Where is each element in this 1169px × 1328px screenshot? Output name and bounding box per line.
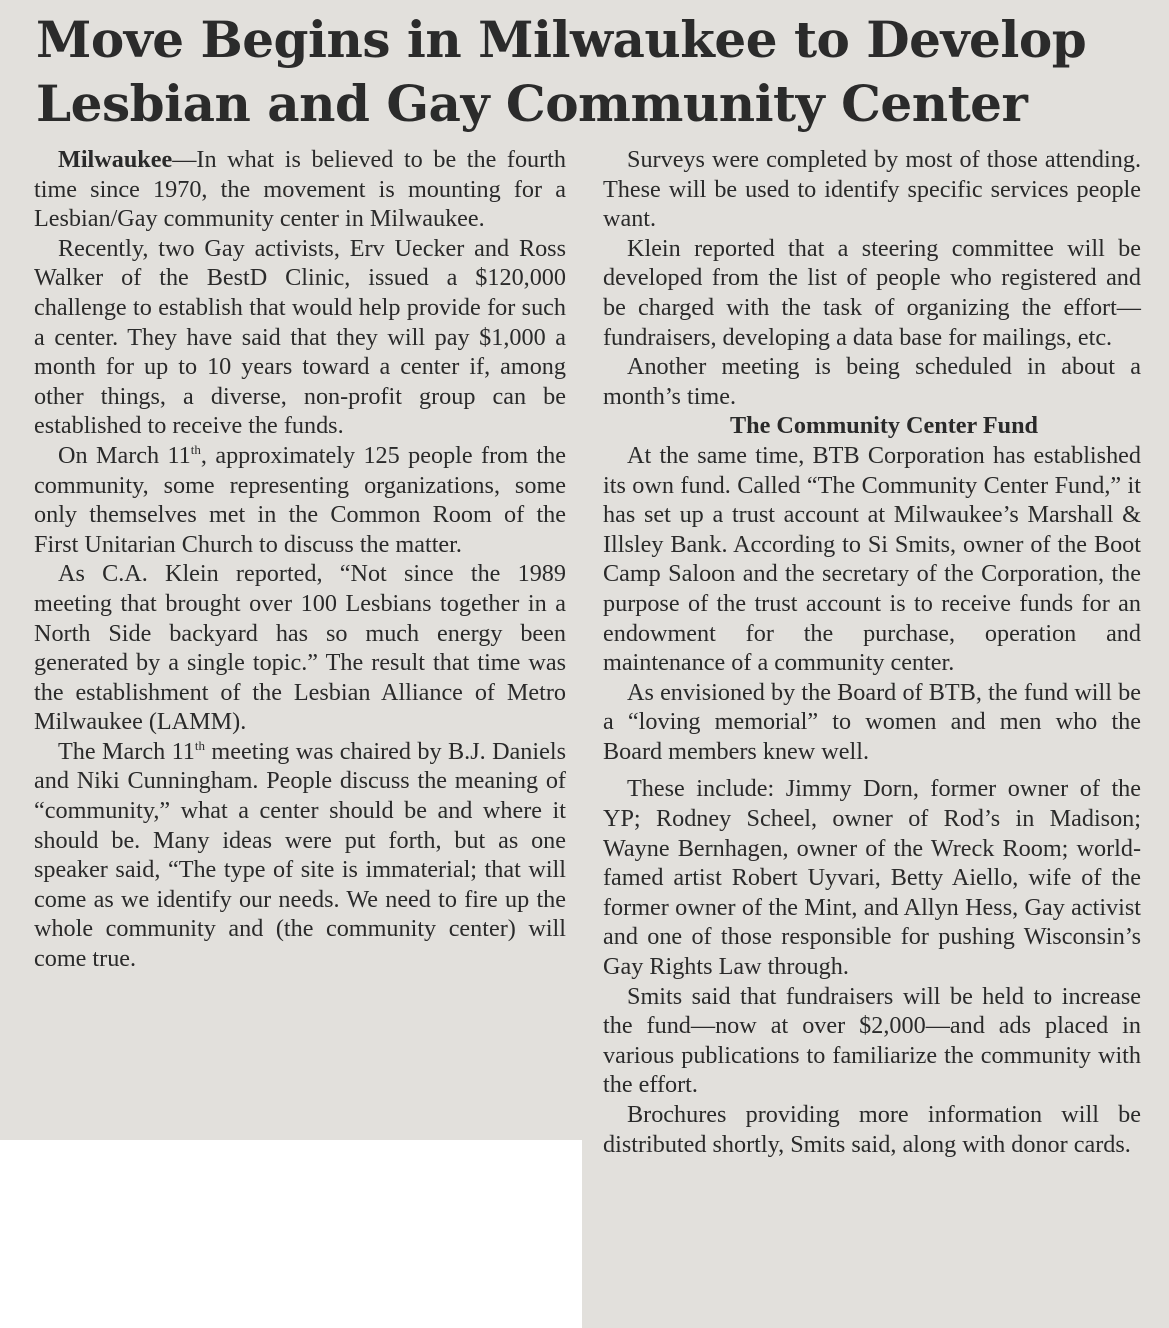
paragraph-11: These include: Jimmy Dorn, former owner of the YP; Rodney Scheel, owner of Rod’s in Madison; Wayne Bernhagen, owner of the Wreck Room; world-famed artist Robert Uyvari, Betty Aiello, wife of the former owner of the Mint, and Allyn Hess, Gay activist and one of those responsible for pushing Wisconsin’s Gay Rights Law through.: [603, 775, 1141, 981]
subheading: The Community Center Fund: [730, 412, 1038, 440]
ordinal-suffix: th: [190, 441, 201, 457]
article-column-left: [34, 145, 566, 974]
newsprint-clipping-lower-right: [582, 1140, 1169, 1328]
paragraph-10: As envisioned by the Board of BTB, the fund will be a “loving memorial” to women and men who the Board members knew well.: [603, 678, 1141, 765]
ordinal-suffix: th: [194, 737, 205, 753]
headline-line-1: Move Begins in Milwaukee to Develop: [36, 10, 1087, 69]
paragraph-6: Surveys were completed by most of those attending. These will be used to identify specific services people want.: [603, 146, 1141, 233]
paragraph-12: Smits said that fundraisers will be held to increase the fund—now at over $2,000—and ads placed in various publications to familiarize the community with the effort.: [603, 982, 1141, 1099]
paragraph-7: Klein reported that a steering committee will be developed from the list of people who registered and be charged with the task of organizing the effort—fundraisers, developing a data base for mailings, etc.: [603, 234, 1141, 351]
paragraph-5-text-a: The March 11: [58, 737, 195, 765]
column-gap: [603, 766, 1141, 774]
article-column-right: [603, 145, 1141, 1159]
paragraph-4: As C.A. Klein reported, “Not since the 1989 meeting that brought over 100 Lesbians together in a North Side backyard has so much energy been generated by a single topic.” The result that time was the establishment of the Lesbian Alliance of Metro Milwaukee (LAMM).: [34, 560, 566, 736]
dateline: Milwaukee: [58, 146, 173, 173]
paragraph-8: Another meeting is being scheduled in about a month’s time.: [603, 353, 1141, 410]
paragraph-3-text-b: , approximately 125 people from the community, some representing organizations, some only themselves met in the Common Room of the First Unitarian Church to discuss the matter.: [34, 441, 566, 558]
paragraph-1: [34, 145, 566, 234]
paragraph-9: At the same time, BTB Corporation has established its own fund. Called “The Community Center Fund,” it has set up a trust account at Milwaukee’s Marshall & Illsley Bank. According to Si Smits, owner of the Boot Camp Saloon and the secretary of the Corporation, the purpose of the trust account is to receive funds for an endowment for the purchase, operation and maintenance of a community center.: [603, 441, 1141, 677]
paragraph-1-text: —In what is believed to be the fourth time since 1970, the movement is mounting for a Lesbian/Gay community center in Milwaukee.: [34, 146, 566, 233]
paragraph-3: [34, 441, 566, 559]
paragraph-13: Brochures providing more information will be distributed shortly, Smits said, along with donor cards.: [603, 1101, 1141, 1158]
paragraph-2: Recently, two Gay activists, Erv Uecker and Ross Walker of the BestD Clinic, issued a $120,000 challenge to establish that would help provide for such a center. They have said that they will pay $1,000 a month for up to 10 years toward a center if, among other things, a diverse, non-profit group can be established to receive the funds.: [34, 234, 566, 440]
paragraph-3-text-a: On March 11: [58, 441, 191, 469]
headline: [36, 8, 1136, 136]
paragraph-5-text-b: meeting was chaired by B.J. Daniels and Niki Cunningham. People discuss the meaning of “community,” what a center should be and where it should be. Many ideas were put forth, but as one speaker said, “The type of site is immaterial; that will come as we identify our needs. We need to fire up the whole community and (the community center) will come true.: [34, 737, 566, 973]
paragraph-5: [34, 737, 566, 974]
headline-line-2: Lesbian and Gay Community Center: [36, 74, 1028, 133]
